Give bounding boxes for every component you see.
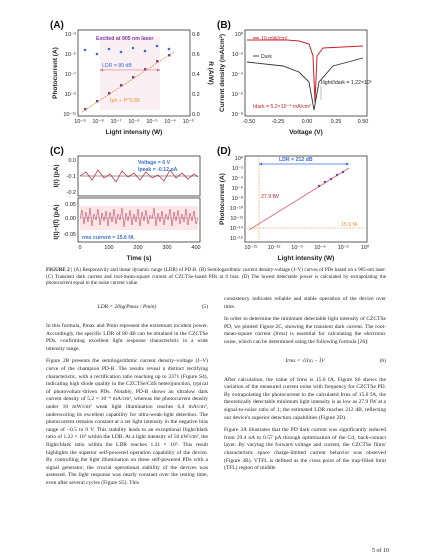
svg-text:10⁰: 10⁰: [234, 32, 243, 38]
svg-text:10⁻⁹: 10⁻⁹: [291, 245, 303, 251]
paragraph: After calculation, the value of Irms is 15.6 fA. Figure S6 shows the variation of the measured current noise with frequency for CZCTSe PD. By extrapolating the photocurrent to the calculated Irms of 15.6 fA, the theoretically detectable minimum light intensity is as low as 27.9 fW at a signal-to-noise ratio of 1; the estimated LDR reaches 212 dB, reflecting our device's superior detection capabilities (Figure 2D).: [224, 376, 386, 421]
panel-c-chart: [46, 142, 214, 268]
svg-text:0.00: 0.00: [65, 216, 76, 222]
svg-text:10⁻⁶: 10⁻⁶: [128, 119, 140, 125]
svg-text:-0.50: -0.50: [242, 119, 256, 125]
svg-text:10⁻¹⁴: 10⁻¹⁴: [229, 226, 243, 232]
svg-text:200: 200: [133, 245, 143, 251]
svg-text:10⁻⁷: 10⁻⁷: [110, 119, 122, 125]
svg-text:10⁻¹²: 10⁻¹²: [267, 245, 281, 251]
svg-text:0.8: 0.8: [192, 32, 200, 38]
svg-text:10⁻⁶: 10⁻⁶: [314, 245, 326, 251]
figure-2: [46, 16, 381, 268]
svg-text:10⁻³: 10⁻³: [182, 119, 194, 125]
fw-label: 27.9 fW: [261, 194, 279, 200]
svg-text:0.6: 0.6: [192, 52, 200, 58]
panel-b-xlabel: Voltage (V): [289, 129, 323, 136]
panel-a-chart: [46, 16, 214, 142]
svg-text:0.0: 0.0: [68, 158, 76, 164]
ldr-label-a: LDR = 80 dB: [102, 63, 132, 69]
svg-text:10⁻⁹: 10⁻⁹: [74, 119, 86, 125]
svg-text:0.05: 0.05: [65, 202, 76, 208]
fit-label: Iph ∝ P^0.99: [110, 98, 140, 104]
panel-d-label: (D): [217, 146, 231, 157]
panel-b-label: (B): [217, 20, 231, 31]
svg-text:10⁻⁸: 10⁻⁸: [231, 112, 243, 118]
svg-text:0.50: 0.50: [357, 119, 369, 125]
paragraph: Figure 3A illustrates that the PD dark current was significantly reduced from 29.4 nA to 0.57 pA through optimization of the Cd₁ back-contact layer. By varying the forward voltage and current, the CZCTSe films' characteristic space charge-limited current behavior was observed (Figure 3B). VTFL is defined as the cross point of the trap-filled limit (TFL) region of middle: [224, 427, 386, 472]
excitation-label: Excited at 905 nm laser: [96, 36, 154, 42]
panel-a-ylabel-left: Photocurrent (A): [52, 47, 59, 99]
svg-text:0.2: 0.2: [192, 92, 200, 98]
rms-label: rms current = 15.6 fA: [82, 235, 134, 241]
svg-text:0.0: 0.0: [192, 112, 200, 118]
caption-lead: FIGURE 2 |: [46, 267, 74, 273]
svg-text:10⁻³: 10⁻³: [337, 245, 349, 251]
svg-text:0.00: 0.00: [301, 119, 313, 125]
paragraph: Figure 2B presents the semilogarithmic current density–voltage (J–V) curve of the champion PD-B. The results reveal a distinct rectifying characteristic, with a rectification ratio reaching up to 3371 (Figure S4), indicating high diode quality in the CZCTSe/CdS heterojunction, typical of photovoltaic-driven PDs. Notably, PD-B shows an ultralow dark current density of 5.2 × 10⁻⁹ mA/cm², whereas the photocurrent density under 10 mW/cm² weak light illumination reaches 6.4 mA/cm², underscoring its excellent capability for ultra-weak-light detection. The photocurrent remains constant at a set light intensity in the negative bias range of −0.5 to 0 V. This stability leads to an exceptional Ilight/Idark ratio of 1.22 × 10⁵ within the LDR. At a light intensity of 50 nW/cm², the Ilight/Idark ratio within the LDR reaches 1.31 × 10⁵. This result highlights the superior self-powered operation capability of the device. By controlling the light illumination on these self-powered PDs with a signal generator, the crucial operational stability of the devices was assessed. The light response was nearly constant over the testing time, even after several cycles (Figure S5). This: [46, 358, 208, 486]
svg-text:10⁻⁶: 10⁻⁶: [231, 92, 243, 98]
fa-label: 15.6 fA: [341, 222, 358, 228]
right-column: [224, 296, 386, 478]
panel-b-chart: [213, 16, 381, 142]
panel-c-ylabel-bottom: I(t)−I(t̄) (pA): [53, 204, 60, 240]
legend-dark: Dark: [261, 54, 272, 60]
svg-text:-0.25: -0.25: [271, 119, 285, 125]
svg-text:10⁻²: 10⁻²: [232, 52, 243, 58]
paragraph: consistency indicates reliable and stable operation of the device over time.: [224, 296, 386, 310]
svg-text:10⁻⁹: 10⁻⁹: [64, 92, 76, 98]
svg-text:10⁻¹¹: 10⁻¹¹: [63, 112, 76, 118]
panel-a: [46, 16, 214, 142]
legend-light: 10 mW/cm²: [261, 36, 288, 42]
ipeak-label: Ipeak = -0.12 pA: [138, 167, 178, 173]
caption-text: (A) Responsivity and linear dynamic range (LDR) of PD-B. (B) Semilogarithmic current density-voltage (J–V) curves of PDs based on a 905-nm laser. (C) Transient dark current and root-mean-square current of CZCTSe-based PDs at 0 bias. (D) The lowest detectable power is calculated by extrapolating the photocurrent equal to the noise current value.: [46, 267, 386, 287]
svg-text:10⁻⁴: 10⁻⁴: [231, 72, 243, 78]
svg-text:10⁻¹⁶: 10⁻¹⁶: [229, 236, 243, 242]
panel-b: [213, 16, 381, 142]
panel-c-ylabel-top: I(t) (pA): [53, 164, 60, 188]
panel-d-ylabel: Photocurrent (A): [219, 173, 226, 225]
svg-text:0.4: 0.4: [192, 72, 200, 78]
svg-text:10⁻⁷: 10⁻⁷: [64, 72, 76, 78]
paragraph: In order to determine the minimum detectable light intensity of CZCTSe PD, we plotted Figure 2C, showing the transient dark current. The root-mean-square current (Irms) is essential for calculating the electronic noise, which can be determined using the following formula [26]:: [224, 316, 386, 345]
svg-text:10⁻³: 10⁻³: [65, 32, 76, 38]
svg-text:10⁻⁸: 10⁻⁸: [231, 196, 243, 202]
panel-d-xlabel: Light intensity (W): [277, 255, 335, 262]
panel-a-ylabel-right: R (A/W): [207, 61, 214, 85]
svg-text:-0.05: -0.05: [63, 232, 76, 238]
svg-text:10⁻⁶: 10⁻⁶: [231, 186, 243, 192]
panel-c: [46, 142, 214, 268]
panel-c-xlabel: Time (s): [126, 255, 152, 262]
equation-irms: Irms = √(I₍t₎ − Ī)² (6): [285, 357, 386, 364]
svg-text:10⁻¹⁰: 10⁻¹⁰: [229, 206, 243, 212]
panel-c-label: (C): [50, 146, 64, 157]
equation-ldr: LDR = 20lg(Pmax / Pmin) (5): [97, 304, 208, 311]
svg-text:10⁰: 10⁰: [234, 156, 243, 162]
svg-text:10⁻¹²: 10⁻¹²: [230, 216, 243, 222]
svg-text:10⁰: 10⁰: [360, 245, 370, 251]
panel-d: [213, 142, 381, 268]
svg-text:300: 300: [162, 245, 172, 251]
svg-text:-0.1: -0.1: [66, 174, 76, 180]
panel-d-chart: [213, 142, 381, 268]
svg-text:10⁻⁴: 10⁻⁴: [231, 176, 243, 182]
panel-a-xlabel: Light intensity (W): [105, 129, 163, 136]
figure-caption: [46, 267, 386, 287]
svg-text:10⁻¹⁵: 10⁻¹⁵: [244, 245, 258, 251]
svg-text:10⁻⁴: 10⁻⁴: [164, 119, 176, 125]
svg-text:10⁻⁸: 10⁻⁸: [92, 119, 104, 125]
svg-text:400: 400: [191, 245, 201, 251]
svg-text:0.25: 0.25: [330, 119, 342, 125]
svg-text:0: 0: [78, 245, 82, 251]
idark-label: Idark = 5.2×10⁻⁹ mA/cm²: [253, 104, 311, 110]
svg-text:-0.2: -0.2: [66, 190, 76, 196]
left-column: [46, 296, 208, 492]
page-number: 5 of 10: [372, 548, 389, 554]
panel-a-label: (A): [50, 20, 64, 31]
paragraph: In this formula, Pmax and Pmin represent the extremum incident power. Accordingly, the specific LDR of 80 dB can be obtained in the CZCTSe PDs, confirming excellent light response characteristic in a wide intensity range.: [46, 323, 208, 352]
svg-text:10⁻²: 10⁻²: [232, 166, 243, 172]
ratio-label: Ilight/Idark = 1.22×10⁵: [321, 80, 372, 86]
svg-text:10⁻⁵: 10⁻⁵: [146, 119, 158, 125]
svg-text:10⁻⁵: 10⁻⁵: [64, 52, 76, 58]
svg-text:100: 100: [104, 245, 114, 251]
voltage-label: Voltage = 0 V: [138, 160, 171, 166]
ldr-label-d: LDR = 212 dB: [279, 157, 313, 163]
panel-b-ylabel: Current density (mA/cm²): [219, 33, 226, 113]
